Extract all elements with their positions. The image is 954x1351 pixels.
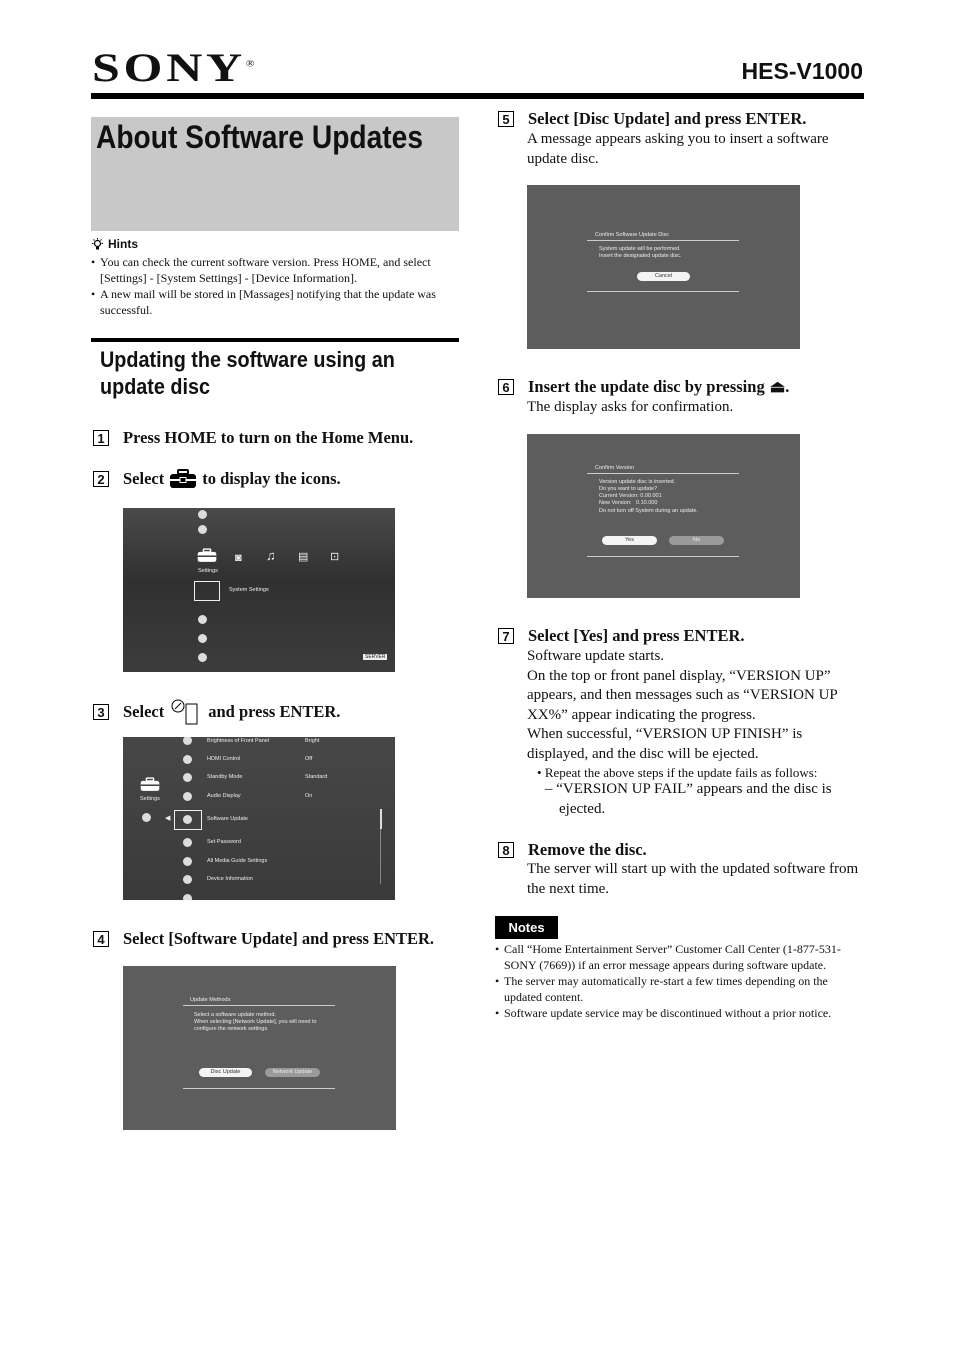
- dialog-divider: [183, 1088, 335, 1089]
- hints-heading: Hints: [91, 237, 138, 251]
- settings-icon: [198, 615, 207, 624]
- dialog-text: Do you want to update?: [599, 486, 658, 492]
- wrench-icon: [183, 755, 192, 764]
- step-number: 2: [93, 471, 109, 487]
- step-text: and press ENTER.: [208, 702, 341, 721]
- toolbox-icon: [140, 777, 160, 792]
- dialog-divider: [183, 1005, 335, 1006]
- camera-icon: ◙: [235, 552, 242, 564]
- music-icon: [198, 510, 207, 519]
- dialog-text: When selecting [Network Update], you will need to: [194, 1019, 317, 1025]
- dialog-divider: [587, 291, 739, 292]
- eject-icon: ⏏: [769, 377, 786, 396]
- wrench-icon: [183, 815, 192, 824]
- wrench-icon: [183, 857, 192, 866]
- wrench-icon: [183, 838, 192, 847]
- step-body: The display asks for confirmation.: [527, 399, 734, 415]
- step-text: Select [Software Update] and press ENTER.: [123, 929, 435, 948]
- step-7-body: [527, 647, 867, 764]
- step-3: [93, 698, 340, 726]
- system-settings-label: System Settings: [229, 587, 269, 593]
- settings-icon: [198, 634, 207, 643]
- step-text: Press HOME to turn on the Home Menu.: [123, 428, 414, 447]
- step-text: Select [Yes] and press ENTER.: [528, 626, 745, 645]
- current-version: Current Version: 0.00.001: [599, 493, 662, 499]
- notes-heading: Notes: [495, 916, 558, 939]
- row-label: All Media Guide Settings: [207, 858, 268, 864]
- step-body: When successful, “VERSION UP FINISH” is displayed, and the disc will be ejected.: [527, 726, 803, 762]
- step-body: On the top or front panel display, “VERSION UP” appears, and then messages such as “VERSION UP XX%” appear indicating the progress.: [527, 667, 838, 723]
- step-text: Insert the update disc by pressing: [528, 377, 765, 396]
- step-text: Select [Disc Update] and press ENTER.: [528, 109, 807, 128]
- system-settings-screenshot: [123, 737, 395, 900]
- toolbox-icon: [169, 469, 197, 489]
- confirm-disc-screenshot: [527, 185, 800, 349]
- notes-list: [495, 941, 867, 1021]
- step-text: to display the icons.: [202, 469, 341, 488]
- scrollbar-track: [380, 829, 381, 884]
- music-note-icon: ♫: [266, 548, 276, 563]
- wrench-icon: [183, 737, 192, 745]
- network-update-button[interactable]: Network Update: [265, 1068, 320, 1077]
- server-badge: SERVER: [365, 654, 386, 660]
- sony-logo: SONY®: [92, 45, 255, 90]
- no-button[interactable]: No: [669, 536, 724, 545]
- hint-item: • You can check the current software version. Press HOME, and select [Settings] - [System Settings] - [Device Information].: [91, 254, 461, 286]
- page-title: About Software Updates: [96, 119, 423, 155]
- wrench-icon: [183, 792, 192, 801]
- row-label: Brightness of Front Panel: [207, 738, 270, 744]
- title-box: [91, 117, 459, 231]
- dialog-text: configure the network settings.: [194, 1026, 269, 1032]
- dialog-divider: [587, 240, 739, 241]
- dialog-text: Select a software update method.: [194, 1012, 276, 1018]
- row-label: Device Information: [207, 876, 253, 882]
- row-value: Bright: [305, 738, 320, 744]
- dialog-divider: [587, 473, 739, 474]
- dialog-text: Version update disc is inserted.: [599, 479, 676, 485]
- settings-label: Settings: [198, 568, 218, 574]
- dialog-text: Do not turn off System during an update.: [599, 508, 698, 514]
- settings-label: Settings: [140, 796, 160, 802]
- system-settings-icon: [169, 698, 203, 726]
- step-body: Software update starts.: [527, 648, 665, 664]
- step-number: 6: [498, 379, 514, 395]
- step-body: A message appears asking you to insert a software update disc.: [527, 131, 829, 167]
- row-label: HDMI Control: [207, 756, 241, 762]
- step-number: 5: [498, 111, 514, 127]
- system-settings-icon: [194, 581, 220, 601]
- dialog-text: Insert the designated update disc.: [599, 253, 682, 259]
- row-value: Off: [305, 756, 313, 762]
- disc-update-button[interactable]: Disc Update: [199, 1068, 252, 1077]
- section-rule: [91, 338, 459, 342]
- cancel-button[interactable]: Cancel: [637, 272, 690, 281]
- step-5: [498, 109, 806, 129]
- step-number: 8: [498, 842, 514, 858]
- row-value: On: [305, 793, 313, 799]
- wrench-icon: [183, 894, 192, 900]
- step-7: [498, 626, 745, 646]
- row-value: Standard: [305, 774, 328, 780]
- note-item: • Call “Home Entertainment Server” Customer Call Center (1-877-531-SONY (7669)) if an error message appears during software update.: [495, 941, 867, 973]
- step-6: [498, 377, 789, 397]
- bullet-text: Repeat the above steps if the update fails as follows:: [544, 765, 818, 780]
- row-label: Set Password: [207, 839, 241, 845]
- step-number: 3: [93, 704, 109, 720]
- lightbulb-icon: [91, 238, 104, 251]
- dialog-title: Confirm Version: [595, 465, 635, 471]
- photo-icon: [198, 525, 207, 534]
- row-label: Standby Mode: [207, 774, 243, 780]
- step-body: The server will start up with the updated software from the next time.: [527, 861, 859, 897]
- dash-text: “VERSION UP FAIL” appears and the disc is ejected.: [556, 781, 832, 817]
- new-version: New Version: 0.10.000: [599, 500, 658, 506]
- wrench-icon: [183, 875, 192, 884]
- dialog-title: Update Methods: [190, 997, 231, 1003]
- step-text: Select: [123, 469, 165, 488]
- step-text: .: [785, 377, 790, 396]
- header-rule: [91, 93, 864, 99]
- step-text: Select: [123, 702, 165, 721]
- wrench-icon: [183, 773, 192, 782]
- home-menu-screenshot: [123, 508, 395, 672]
- section-title: Updating the software using an update disc: [100, 347, 395, 399]
- step-text: Remove the disc.: [528, 840, 647, 859]
- toolbox-icon: [197, 548, 217, 563]
- retry-bullet: • Repeat the above steps if the update fails as follows:: [537, 765, 818, 780]
- row-label: Audio Display: [207, 793, 241, 799]
- input-icon: ⊡: [330, 551, 340, 563]
- note-item: • The server may automatically re-start a few times depending on the updated content.: [495, 973, 867, 1005]
- model-number: HES-V1000: [741, 58, 863, 84]
- fail-dash-item: – “VERSION UP FAIL” appears and the disc is ejected.: [545, 781, 832, 817]
- confirm-version-screenshot: [527, 434, 800, 598]
- step-1: [93, 428, 413, 448]
- dialog-title: Confirm Software Update Disc: [595, 232, 669, 238]
- step-number: 4: [93, 931, 109, 947]
- step-8: [498, 840, 647, 860]
- network-icon: [198, 653, 207, 662]
- scrollbar: [380, 809, 382, 829]
- step-number: 7: [498, 628, 514, 644]
- update-methods-screenshot: [123, 966, 396, 1130]
- step-2: [93, 469, 341, 489]
- note-item: • Software update service may be discontinued without a prior notice.: [495, 1005, 867, 1021]
- row-label: Software Update: [207, 816, 248, 822]
- dialog-divider: [587, 556, 739, 557]
- step-4: [93, 929, 434, 949]
- dialog-text: System update will be performed.: [599, 246, 681, 252]
- hints-list: [91, 254, 461, 318]
- hint-item: • A new mail will be stored in [Massages] notifying that the update was successful.: [91, 286, 461, 318]
- step-number: 1: [93, 430, 109, 446]
- yes-button[interactable]: Yes: [602, 536, 657, 545]
- system-settings-icon: [142, 813, 151, 822]
- film-icon: ▤: [298, 551, 309, 563]
- arrow-left-icon: ◀: [165, 815, 171, 822]
